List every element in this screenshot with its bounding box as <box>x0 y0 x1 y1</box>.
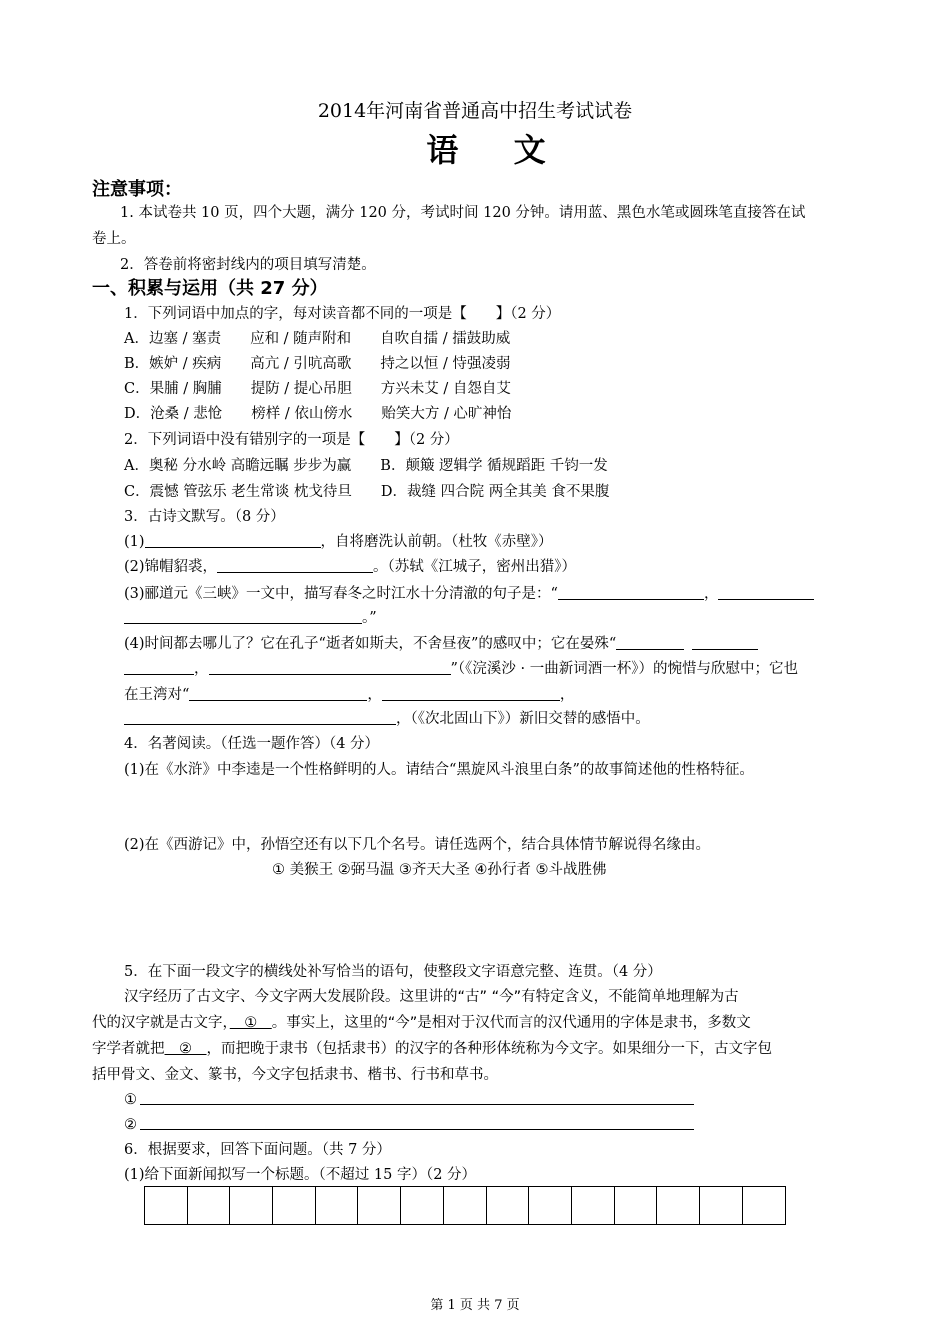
notes-heading: 注意事项： <box>92 179 182 200</box>
q5-answer-1-label: ① <box>124 1092 137 1108</box>
q4-part-1: (1)在《水浒》中李逵是一个性格鲜明的人。请结合“黑旋风斗浪里白条”的故事简述他的性格特征。 <box>124 762 754 778</box>
q5-para-3 <box>92 1039 772 1059</box>
q5-blank-1: ① <box>229 1015 272 1031</box>
subject-title: 语 文 <box>426 131 568 169</box>
q1-option-b: B．嫉妒 / 疾病 高亢 / 引吭高歌 持之以恒 / 恃强凌弱 <box>124 356 511 372</box>
grid-cell[interactable] <box>145 1187 188 1224</box>
grid-cell[interactable] <box>273 1187 316 1224</box>
q5-answer-2-label: ② <box>124 1117 137 1133</box>
page-footer: 第 1 页 共 7 页 <box>430 1298 520 1313</box>
q3-1-blank[interactable] <box>145 533 321 548</box>
q5-para-4: 括甲骨文、金文、篆书，今文字包括隶书、楷书、行书和草书。 <box>92 1067 498 1083</box>
q5-para-2-a: 代的汉字就是古文字， <box>92 1015 230 1031</box>
q2-options-cd: C．震憾 管弦乐 老生常谈 枕戈待旦 D．裁缝 四合院 两全其美 食不果腹 <box>124 484 610 500</box>
q3-1-suffix: ，自将磨洗认前朝。（杜牧《赤壁》） <box>320 534 553 550</box>
q5-answer-2-line[interactable] <box>140 1129 694 1130</box>
q4-part-2: (2)在《西游记》中，孙悟空还有以下几个名号。请任选两个，结合具体情节解说得名缘由。 <box>124 837 711 853</box>
q3-6-blank-a[interactable] <box>189 686 367 701</box>
q3-2-blank[interactable] <box>217 558 373 573</box>
grid-cell[interactable] <box>572 1187 615 1224</box>
grid-cell[interactable] <box>657 1187 700 1224</box>
q3-7-text: ，（《次北固山下》）新旧交替的感悟中。 <box>396 711 650 727</box>
q3-3-text: (3)郦道元《三峡》一文中，描写春冬之时江水十分清澈的句子是：“ <box>124 586 558 602</box>
q5-answer-1-line[interactable] <box>140 1104 694 1105</box>
q3-line-4 <box>124 634 758 654</box>
q5-para-1: 汉字经历了古文字、今文字两大发展阶段。这里讲的“古” “今”有特定含义，不能简单地理解为古 <box>124 989 739 1005</box>
section1-heading: 一、积累与运用（共 27 分） <box>92 278 328 299</box>
q5-blank-2: ② <box>164 1041 207 1057</box>
q3-2-prefix: (2)锦帽貂裘， <box>124 559 218 575</box>
q4-stem: 4．名著阅读。（任选一题作答）（4 分） <box>124 736 380 752</box>
q3-3-blank-a[interactable] <box>558 585 704 600</box>
grid-cell[interactable] <box>487 1187 530 1224</box>
q3-4-text: (4)时间都去哪儿了？它在孔子“逝者如斯夫，不舍昼夜”的感叹中；它在晏殊“ <box>124 636 617 652</box>
grid-cell[interactable] <box>230 1187 273 1224</box>
grid-cell[interactable] <box>188 1187 231 1224</box>
q3-5-text: ”（《浣溪沙 · 一曲新词酒一杯》）的惋惜与欣慰中；它也 <box>450 661 798 677</box>
q6-stem: 6．根据要求，回答下面问题。（共 7 分） <box>124 1142 391 1158</box>
q2-options-ab: A．奥秘 分水岭 高瞻远瞩 步步为赢 B．颠簸 逻辑学 循规蹈距 千钧一发 <box>124 458 608 474</box>
grid-cell[interactable] <box>700 1187 743 1224</box>
grid-cell[interactable] <box>743 1187 786 1224</box>
grid-cell[interactable] <box>444 1187 487 1224</box>
q3-line-6: 在王湾对“ ， ， <box>124 687 575 703</box>
q3-4-blank-d[interactable] <box>209 660 451 675</box>
q3-6-text: 在王湾对“ <box>124 687 190 703</box>
q1-option-c: C．果脯 / 胸脯 提防 / 提心吊胆 方兴未艾 / 自怨自艾 <box>124 381 511 397</box>
grid-cell[interactable] <box>615 1187 658 1224</box>
q3-4-blank-c[interactable] <box>124 660 194 675</box>
q3-line-2 <box>124 557 576 577</box>
q3-line-3: (3)郦道元《三峡》一文中，描写春冬之时江水十分清澈的句子是：“ ， <box>124 584 814 604</box>
q3-3-blank-b[interactable] <box>718 585 814 600</box>
grid-cell[interactable] <box>529 1187 572 1224</box>
headline-answer-grid[interactable] <box>144 1186 786 1225</box>
q3-4-blank-a[interactable] <box>616 635 684 650</box>
q3-line-3-cont <box>124 608 377 628</box>
q5-stem: 5．在下面一段文字的横线处补写恰当的语句，使整段文字语意完整、连贯。（4 分） <box>124 964 662 980</box>
q5-para-3-a: 字学者就把 <box>92 1041 165 1057</box>
q3-2-suffix: 。（苏轼《江城子，密州出猎》） <box>373 559 577 575</box>
q3-3-blank-c[interactable] <box>124 609 362 624</box>
q3-6-blank-b[interactable] <box>382 686 560 701</box>
q3-1-prefix: (1) <box>124 534 145 550</box>
exam-title: 2014年河南省普通高中招生考试试卷 <box>317 100 633 122</box>
q1-stem: 1．下列词语中加点的字，每对读音都不同的一项是【 】（2 分） <box>124 306 561 322</box>
notes-item-1-cont: 卷上。 <box>92 231 136 247</box>
notes-item-1: 1. 本试卷共 10 页，四个大题，满分 120 分，考试时间 120 分钟。请用蓝、黑色水笔或圆珠笔直接答在试 <box>120 205 806 221</box>
q1-option-a: A．边塞 / 塞责 应和 / 随声附和 自吹自擂 / 擂鼓助威 <box>124 331 511 347</box>
q3-4-blank-b[interactable] <box>692 635 758 650</box>
q3-3-end: 。” <box>362 610 377 626</box>
q2-stem: 2．下列词语中没有错别字的一项是【 】（2 分） <box>124 432 459 448</box>
grid-cell[interactable] <box>358 1187 401 1224</box>
q3-line-1 <box>124 532 553 552</box>
q3-line-5: ， ”（《浣溪沙 · 一曲新词酒一杯》）的惋惜与欣慰中；它也 <box>124 659 798 679</box>
q1-option-d: D．沧桑 / 悲怆 榜样 / 依山傍水 贻笑大方 / 心旷神怡 <box>124 406 512 422</box>
q3-line-7 <box>124 709 650 729</box>
q5-para-2-b: 。事实上，这里的“今”是相对于汉代而言的汉代通用的字体是隶书，多数文 <box>271 1015 751 1031</box>
q5-para-3-b: ，而把晚于隶书（包括隶书）的汉字的各种形体统称为今文字。如果细分一下，古文字包 <box>206 1041 772 1057</box>
q3-stem: 3．古诗文默写。（8 分） <box>124 509 285 525</box>
q3-6-blank-c[interactable] <box>124 710 396 725</box>
notes-item-2: 2．答卷前将密封线内的项目填写清楚。 <box>120 257 376 273</box>
q6-sub-1: (1)给下面新闻拟写一个标题。（不超过 15 字）（2 分） <box>124 1167 477 1183</box>
q5-para-2 <box>92 1013 751 1033</box>
q4-names-list: ① 美猴王 ②弼马温 ③齐天大圣 ④孙行者 ⑤斗战胜佛 <box>272 862 607 878</box>
grid-cell[interactable] <box>401 1187 444 1224</box>
grid-cell[interactable] <box>316 1187 359 1224</box>
